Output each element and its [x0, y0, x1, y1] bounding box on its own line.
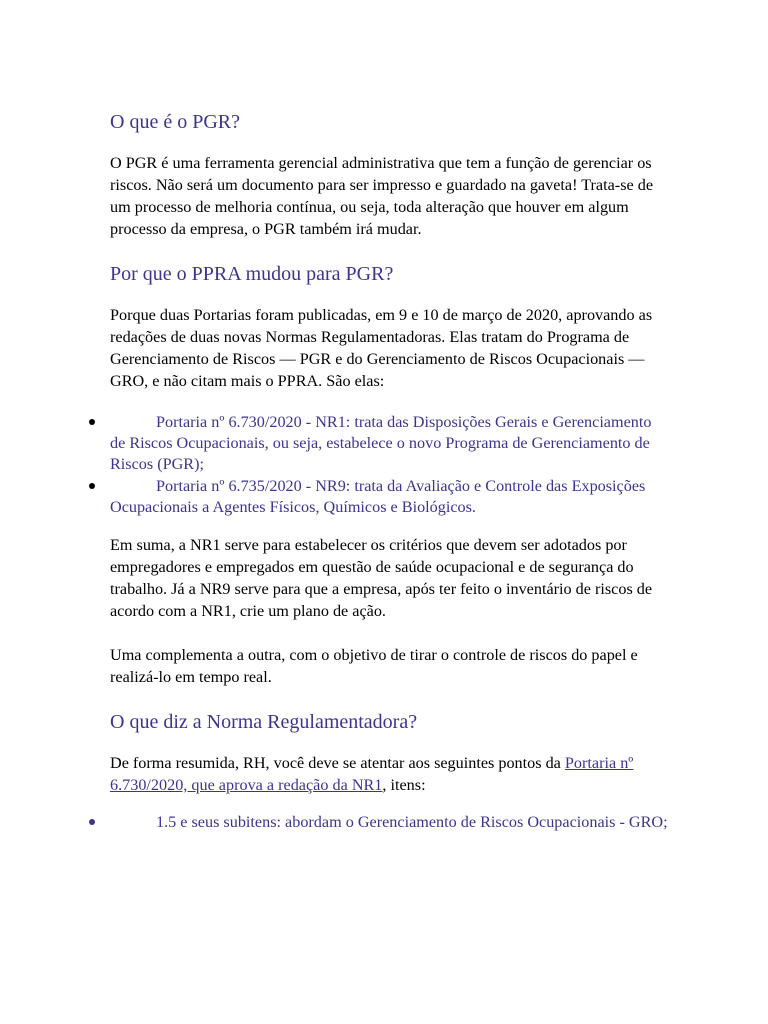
heading-norma-regulamentadora: O que diz a Norma Regulamentadora?: [110, 711, 418, 733]
list-item-text: Portaria nº 6.730/2020 - NR1: trata das Disposições Gerais e Gerenciamento de Riscos Ocupacionais, ou seja, estabelece o novo Programa de Gerenciamento de Riscos (PGR);: [110, 413, 652, 473]
itens-list: [110, 812, 670, 833]
list-item: [110, 476, 670, 518]
paragraph-resumo-prefix: De forma resumida, RH, você deve se atentar aos seguintes pontos da: [110, 754, 565, 772]
portarias-list: [110, 412, 670, 518]
list-item-text: 1.5 e seus subitens: abordam o Gerenciamento de Riscos Ocupacionais - GRO;: [156, 813, 668, 831]
paragraph-resumo: [110, 752, 670, 796]
bullet-icon: [89, 483, 95, 489]
list-item-text: Portaria nº 6.735/2020 - NR9: trata da Avaliação e Controle das Exposições Ocupacionais a Agentes Físicos, Químicos e Biológicos.: [110, 477, 646, 516]
paragraph-portarias: Porque duas Portarias foram publicadas, em 9 e 10 de março de 2020, aprovando as redações de duas novas Normas Regulamentadoras. Elas tratam do Programa de Gerenciamento de Riscos — PGR e do Gerenciamento de Riscos Ocupacionais — GRO, e não citam mais o PPRA. São elas:: [110, 306, 653, 390]
paragraph-complement: Uma complementa a outra, com o objetivo de tirar o controle de riscos do papel e realizá-lo em tempo real.: [110, 646, 638, 686]
list-item: [110, 412, 670, 475]
paragraph-pgr-definition: O PGR é uma ferramenta gerencial administrativa que tem a função de gerenciar os riscos. Não será um documento para ser impresso e guardado na gaveta! Trata-se de um processo de melhoria contínua, ou seja, toda alteração que houver em algum processo da empresa, o PGR também irá mudar.: [110, 154, 653, 238]
portaria-link[interactable]: Portaria nº 6.730/2020, que aprova a redação da NR1: [110, 754, 634, 794]
list-item: [110, 812, 670, 833]
document-content: [110, 108, 670, 833]
bullet-icon: [89, 419, 95, 425]
paragraph-resumo-suffix: , itens:: [382, 776, 426, 794]
heading-what-is-pgr: O que é o PGR?: [110, 111, 240, 133]
paragraph-nr1-nr9-summary: Em suma, a NR1 serve para estabelecer os critérios que devem ser adotados por empregadores e empregados em questão de saúde ocupacional e de segurança do trabalho. Já a NR9 serve para que a empresa, após ter feito o inventário de riscos de acordo com a NR1, crie um plano de ação.: [110, 536, 653, 620]
bullet-icon: [89, 819, 95, 825]
heading-ppra-to-pgr: Por que o PPRA mudou para PGR?: [110, 263, 394, 285]
